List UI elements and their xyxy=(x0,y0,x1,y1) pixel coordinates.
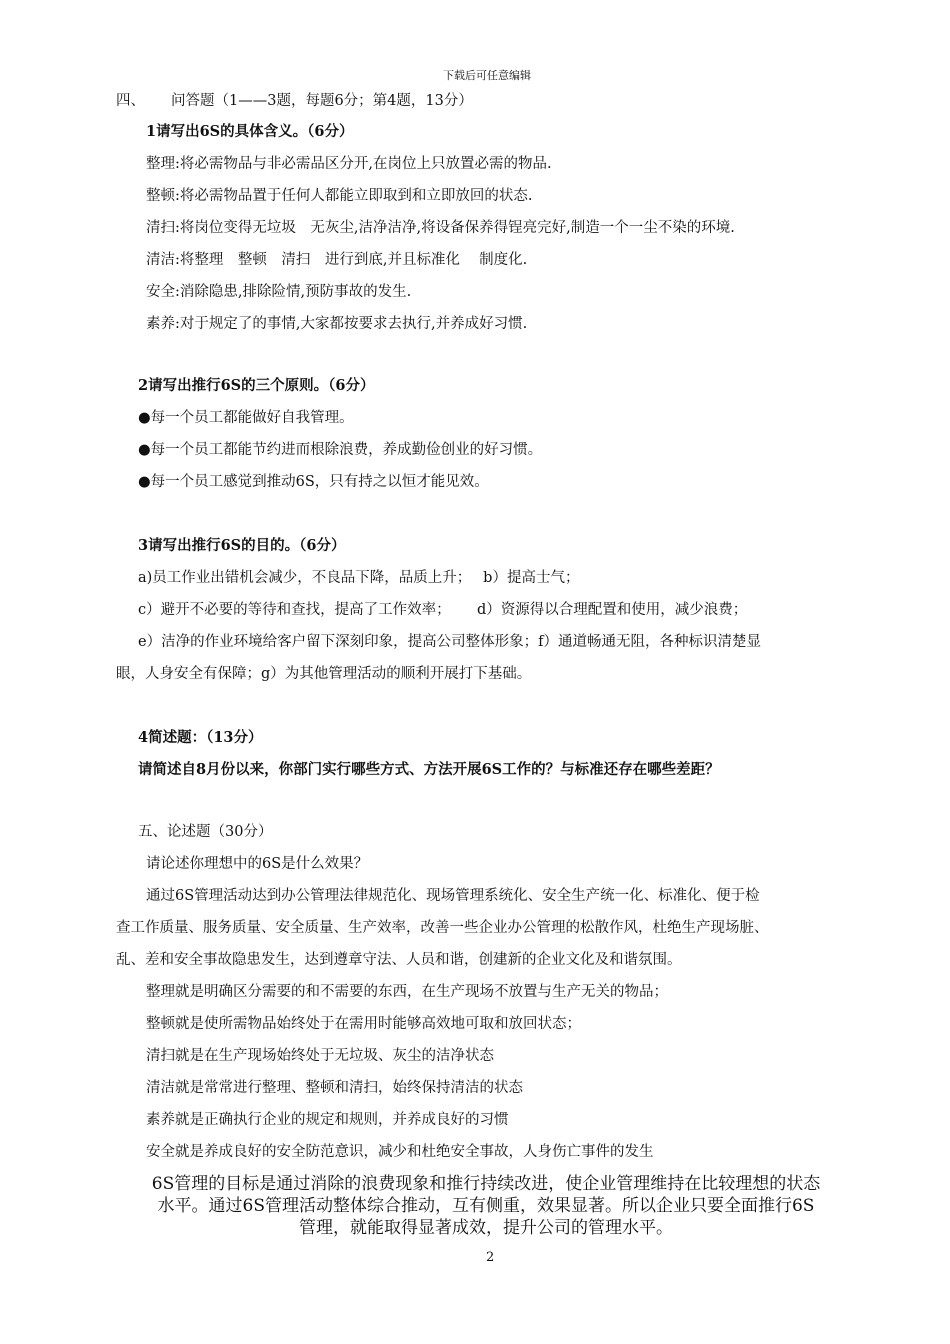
q1-item: 清扫:将岗位变得无垃圾 无灰尘,洁净洁净,将设备保养得锃亮完好,制造一个一尘不染的环境. xyxy=(146,220,735,236)
section5-item: 整顿就是使所需物品始终处于在需用时能够高效地可取和放回状态； xyxy=(146,1016,581,1032)
section5-title: 五、论述题（30分） xyxy=(138,824,273,840)
q3-line: c）避开不必要的等待和查找，提高了工作效率； d）资源得以合理配置和使用，减少浪费； xyxy=(138,602,748,618)
question-4-title: 4简述题：（13分） xyxy=(138,729,263,746)
conclusion-line: 水平。通过6S管理活动整体综合推动，互有侧重，效果显著。所以企业只要全面推行6S xyxy=(157,1196,815,1216)
section5-paragraph-line: 查工作质量、服务质量、安全质量、生产效率，改善一些企业办公管理的松散作风，杜绝生产现场脏、 xyxy=(116,920,769,936)
section5-item: 清扫就是在生产现场始终处于无垃圾、灰尘的洁净状态 xyxy=(146,1048,494,1064)
q2-item: ●每一个员工都能做好自我管理。 xyxy=(138,410,354,426)
section5-paragraph-line: 通过6S管理活动达到办公管理法律规范化、现场管理系统化、安全生产统一化、标准化、便于检 xyxy=(146,888,760,904)
q1-item: 素养:对于规定了的事情,大家都按要求去执行,并养成好习惯. xyxy=(146,316,528,332)
section5-question: 请论述你理想中的6S是什么效果？ xyxy=(146,856,369,872)
section4-number: 四、 xyxy=(116,93,145,109)
q2-item: ●每一个员工都能节约进而根除浪费，养成勤俭创业的好习惯。 xyxy=(138,442,543,458)
q1-item: 整理:将必需物品与非必需品区分开,在岗位上只放置必需的物品. xyxy=(146,156,552,172)
question-1-title: 1请写出6S的具体含义。（6分） xyxy=(146,123,354,140)
q1-item: 安全:消除隐患,排除险情,预防事故的发生. xyxy=(146,284,412,300)
conclusion-line: 6S管理的目标是通过消除的浪费现象和推行持续改进，使企业管理维持在比较理想的状态 xyxy=(151,1174,821,1194)
section4-title: 问答题（1——3题，每题6分；第4题，13分） xyxy=(171,93,473,109)
question-3-title: 3请写出推行6S的目的。（6分） xyxy=(138,537,346,554)
section5-item: 整理就是明确区分需要的和不需要的东西，在生产现场不放置与生产无关的物品； xyxy=(146,984,668,1000)
section5-item: 清洁就是常常进行整理、整顿和清扫，始终保持清洁的状态 xyxy=(146,1080,523,1096)
section5-paragraph-line: 乱、差和安全事故隐患发生，达到遵章守法、人员和谐，创建新的企业文化及和谐氛围。 xyxy=(116,952,682,968)
q1-item: 清洁:将整理 整顿 清扫 进行到底,并且标准化 制度化. xyxy=(146,252,528,268)
q1-item: 整顿:将必需物品置于任何人都能立即取到和立即放回的状态. xyxy=(146,188,533,204)
conclusion-line: 管理，就能取得显著成效，提升公司的管理水平。 xyxy=(299,1218,673,1238)
q2-item: ●每一个员工感觉到推动6S，只有持之以恒才能见效。 xyxy=(138,474,489,490)
header-watermark: 下载后可任意编辑 xyxy=(443,69,531,82)
section5-item: 素养就是正确执行企业的规定和规则，并养成良好的习惯 xyxy=(146,1112,509,1128)
q3-line: 眼，人身安全有保障；g）为其他管理活动的顺利开展打下基础。 xyxy=(116,666,532,682)
question-4-text: 请简述自8月份以来，你部门实行哪些方式、方法开展6S工作的？与标准还存在哪些差距？ xyxy=(138,761,720,778)
q3-line: e）洁净的作业环境给客户留下深刻印象，提高公司整体形象；f）通道畅通无阻，各种标识清楚显 xyxy=(138,634,761,650)
page-number: 2 xyxy=(486,1250,495,1265)
section5-item: 安全就是养成良好的安全防范意识，减少和杜绝安全事故，人身伤亡事件的发生 xyxy=(146,1144,654,1160)
question-2-title: 2请写出推行6S的三个原则。（6分） xyxy=(138,377,375,394)
q3-line: a)员工作业出错机会减少，不良品下降，品质上升； b）提高士气； xyxy=(138,570,580,586)
